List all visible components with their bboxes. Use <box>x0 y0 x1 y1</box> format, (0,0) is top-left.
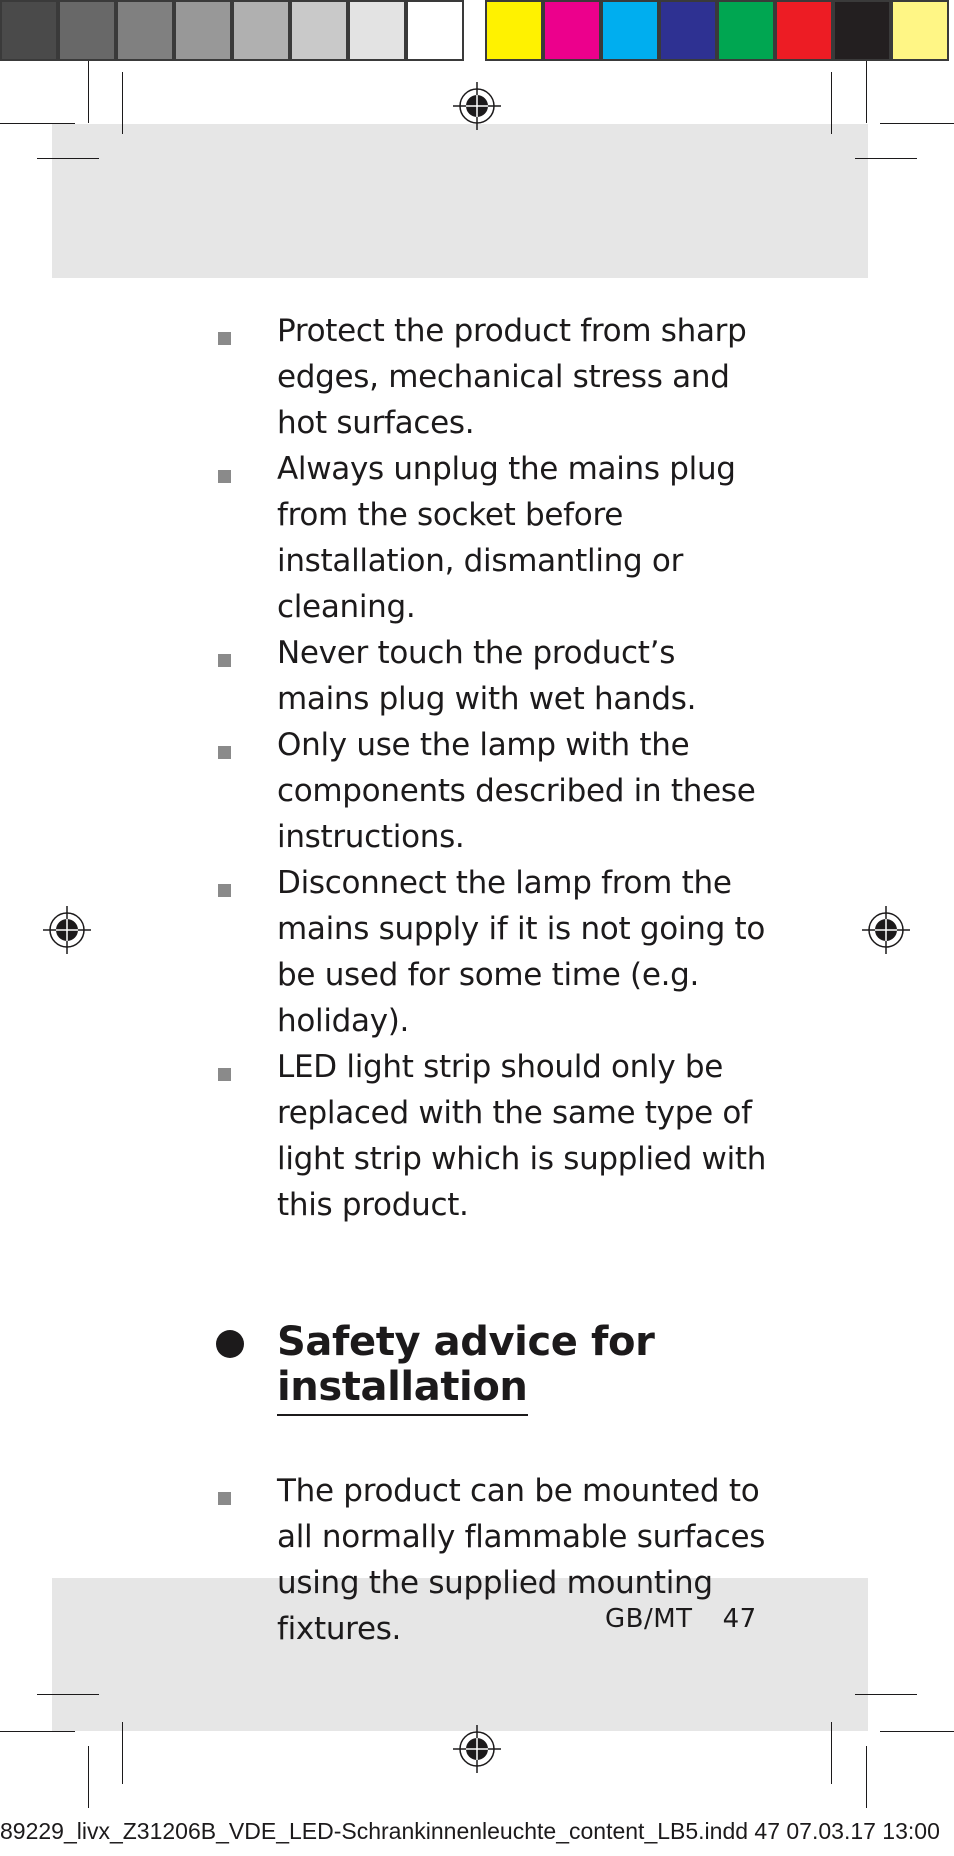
gray-swatch <box>348 0 406 61</box>
gray-swatch <box>116 0 174 61</box>
color-swatch <box>891 0 949 61</box>
list-item-text: Only use the lamp with the components described in these instructions. <box>277 727 756 855</box>
registration-mark-icon <box>862 906 910 954</box>
list-item-text: Always unplug the mains plug from the socket before installation, dismantling or cleaning. <box>277 451 736 625</box>
list-item <box>210 630 770 722</box>
color-calibration-bar <box>485 0 949 61</box>
registration-mark-icon <box>43 906 91 954</box>
color-swatch <box>833 0 891 61</box>
crop-mark <box>37 1694 99 1695</box>
square-bullet-icon <box>218 884 231 897</box>
page-number: 47 <box>722 1604 757 1634</box>
list-item-text: Protect the product from sharp edges, mechanical stress and hot surfaces. <box>277 313 747 441</box>
crop-mark <box>831 72 832 134</box>
list-item <box>210 308 770 446</box>
square-bullet-icon <box>218 746 231 759</box>
crop-mark <box>88 1746 89 1808</box>
color-swatch <box>543 0 601 61</box>
color-swatch <box>717 0 775 61</box>
gray-swatch <box>174 0 232 61</box>
gray-swatch <box>0 0 58 61</box>
crop-mark <box>0 1731 75 1732</box>
crop-mark <box>122 72 123 134</box>
gray-swatch <box>406 0 464 61</box>
crop-mark <box>866 1746 867 1808</box>
list-item-text: The product can be mounted to all normally flammable surfaces using the supplied mounting fixtures. <box>277 1473 766 1647</box>
crop-mark <box>855 158 917 159</box>
section-heading <box>210 1320 770 1416</box>
crop-mark <box>866 61 867 123</box>
crop-mark <box>880 123 954 124</box>
crop-mark <box>880 1731 954 1732</box>
region-code: GB/MT <box>605 1604 693 1634</box>
list-item-text: Disconnect the lamp from the mains supply if it is not going to be used for some time (e.g. holiday). <box>277 865 766 1039</box>
list-item <box>210 446 770 630</box>
gray-swatch <box>58 0 116 61</box>
crop-mark <box>37 158 99 159</box>
list-item <box>210 722 770 860</box>
safety-list <box>210 308 770 1228</box>
list-item <box>210 860 770 1044</box>
crop-mark <box>855 1694 917 1695</box>
heading-line-1: Safety advice for <box>277 1319 655 1365</box>
list-item-text: LED light strip should only be replaced with the same type of light strip which is supplied with this product. <box>277 1049 767 1223</box>
page-content <box>210 308 770 1652</box>
square-bullet-icon <box>218 332 231 345</box>
color-swatch <box>601 0 659 61</box>
heading-dot-icon <box>216 1330 244 1358</box>
gray-swatch <box>232 0 290 61</box>
header-band <box>52 124 868 278</box>
heading-line-2: installation <box>277 1365 528 1416</box>
square-bullet-icon <box>218 470 231 483</box>
color-swatch <box>775 0 833 61</box>
list-item <box>210 1044 770 1228</box>
crop-mark <box>831 1722 832 1784</box>
registration-mark-icon <box>453 82 501 130</box>
registration-mark-icon <box>453 1725 501 1773</box>
gray-swatch <box>290 0 348 61</box>
square-bullet-icon <box>218 1068 231 1081</box>
crop-mark <box>88 61 89 123</box>
color-swatch <box>485 0 543 61</box>
square-bullet-icon <box>218 654 231 667</box>
list-item-text: Never touch the product’s mains plug with wet hands. <box>277 635 697 717</box>
color-swatch <box>659 0 717 61</box>
crop-mark <box>122 1722 123 1784</box>
square-bullet-icon <box>218 1492 231 1505</box>
grayscale-calibration-bar <box>0 0 464 61</box>
crop-mark <box>0 123 75 124</box>
page-footer <box>605 1604 757 1634</box>
print-slug: 89229_livx_Z31206B_VDE_LED-Schrankinnenleuchte_content_LB5.indd 47 07.03.17 13:00 <box>0 1818 940 1844</box>
